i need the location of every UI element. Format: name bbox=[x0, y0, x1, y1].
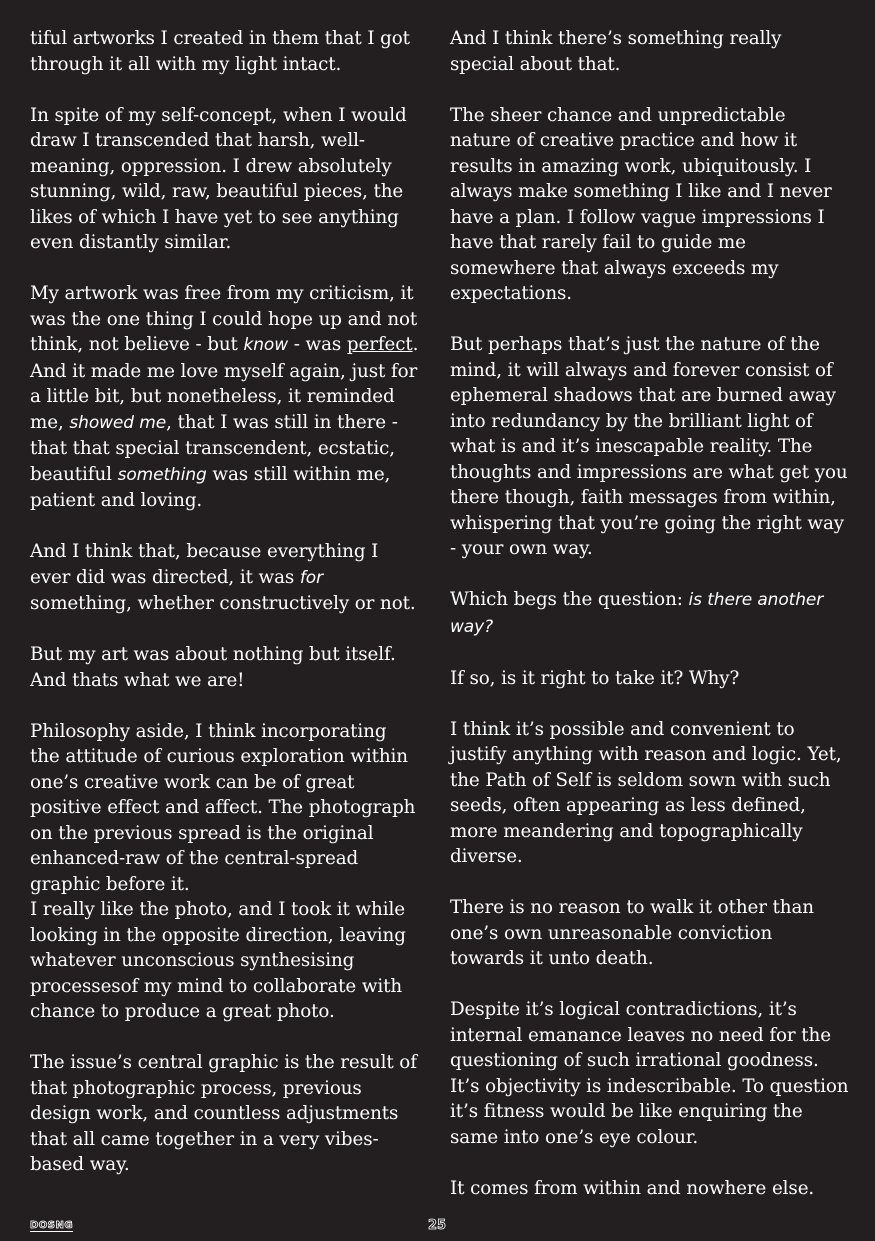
text-run: Which begs the question: bbox=[450, 589, 689, 610]
text-run: something, whether constructively or not. bbox=[30, 593, 416, 614]
right-paragraph-8: Despite it’s logical contradictions, it’s internal emanance leaves no need for the questioning of such irrational goodness. It’s objectivity is indescribable. To question it’s fitness would be like enquiring the same into one’s eye colour. bbox=[450, 999, 849, 1148]
left-paragraph-6: Philosophy aside, I think incorporating the attitude of curious exploration within one’s creative work can be of great positive effect and affect. The photograph on the previous spread is the original enhanced-raw of the central-spread graphic before it. bbox=[30, 720, 416, 895]
left-paragraph-4 bbox=[30, 539, 420, 617]
text-run: - was bbox=[288, 334, 347, 355]
right-paragraph-1: And I think there’s something really special about that. bbox=[450, 28, 782, 75]
italic-text: for bbox=[299, 567, 323, 588]
italic-text: know bbox=[243, 335, 289, 355]
magazine-logo: DOSNG bbox=[30, 1220, 74, 1231]
right-paragraph-9: It comes from within and nowhere else. bbox=[450, 1177, 815, 1199]
text-run: . And it made me love myself again, just for a little bit, but nonetheless, it reminded me, bbox=[30, 334, 419, 433]
page-number: 25 bbox=[428, 1218, 447, 1233]
right-paragraph-6: I think it’s possible and convenient to justify anything with reason and logic. Yet, the Path of Self is seldom sown with such seeds, often appearing as less defined, more meandering and topographically diverse. bbox=[450, 718, 842, 867]
left-paragraph-8: The issue’s central graphic is the result of that photographic process, previous design work, and countless adjustments that all came together in a very vibes-based way. bbox=[30, 1052, 417, 1175]
right-paragraph-3: But perhaps that’s just the nature of the mind, it will always and forever consist of ephemeral shadows that are burned away into redundancy by the brilliant light of what is and it’s inescapable reality. The thoughts and impressions are what get you there though, faith messages from within, whispering that you’re going the right way - your own way. bbox=[450, 334, 848, 559]
text-run: And I think that, because everything I ever did was directed, it was bbox=[30, 541, 379, 588]
left-paragraph-1: tiful artworks I created in them that I got through it all with my light intact. bbox=[30, 28, 410, 75]
left-paragraph-5: But my art was about nothing but itself. And thats what we are! bbox=[30, 644, 396, 691]
italic-text: showed me bbox=[69, 412, 167, 433]
italic-text: something bbox=[117, 464, 207, 485]
left-paragraph-7: I really like the photo, and I took it while looking in the opposite direction, leaving whatever unconscious synthesising processesof my mind to collaborate with chance to produce a great photo. bbox=[30, 899, 406, 1022]
right-paragraph-2: The sheer chance and unpredictable nature of creative practice and how it results in amazing work, ubiquitously. I always make something I like and I never have a plan. I follow vague impressions I have that rarely fail to guide me somewhere that always exceeds my expectations. bbox=[450, 104, 832, 304]
right-column bbox=[450, 26, 850, 1227]
left-paragraph-3 bbox=[30, 281, 420, 514]
right-paragraph-5: If so, is it right to take it? Why? bbox=[450, 667, 740, 689]
underlined-text: perfect bbox=[346, 334, 413, 355]
right-paragraph-4 bbox=[450, 587, 850, 640]
right-paragraph-7: There is no reason to walk it other than one’s own unreasonable conviction towards it unto death. bbox=[450, 897, 814, 969]
left-column bbox=[30, 26, 420, 1203]
italic-text: is there another way? bbox=[450, 590, 824, 637]
text-run: My artwork was free from my criticism, it was the one thing I could hope up and not think, not believe - but bbox=[30, 283, 418, 355]
text-run: was still within me, patient and loving. bbox=[30, 463, 391, 511]
left-paragraph-2: In spite of my self-concept, when I would draw I transcended that harsh, well-meaning, oppression. I drew absolutely stunning, wild, raw, beautiful pieces, the likes of which I have yet to see anything even distantly similar. bbox=[30, 104, 407, 253]
text-run: , that I was still in there - that that special transcendent, ecstatic, beautiful bbox=[30, 411, 398, 485]
